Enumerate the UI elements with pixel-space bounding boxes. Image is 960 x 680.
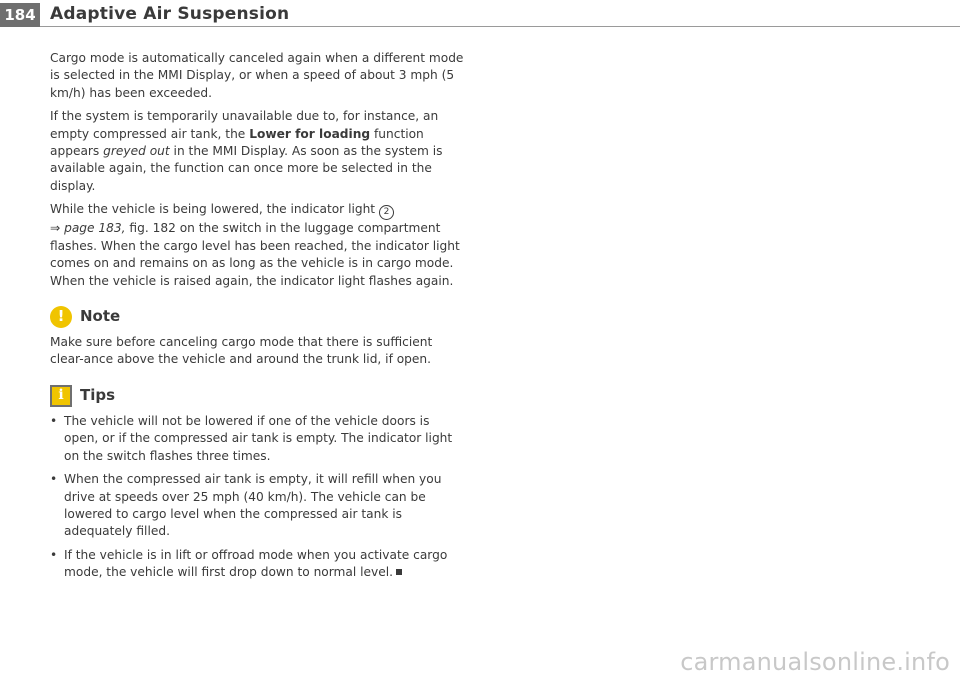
page-content (50, 50, 466, 588)
info-icon: i (50, 385, 72, 407)
note-heading (50, 306, 466, 328)
end-of-section-icon (396, 569, 402, 575)
tips-heading (50, 385, 466, 407)
tip-text-content: If the vehicle is in lift or offroad mode when you activate cargo mode, the vehicle will first drop down to normal level. (64, 547, 448, 580)
list-item (50, 471, 466, 541)
bullet-icon: • (50, 547, 58, 562)
bullet-icon: • (50, 413, 58, 428)
note-title: Note (80, 307, 121, 326)
paragraph-text: function appears (50, 126, 424, 159)
function-name: Lower for loading (249, 126, 371, 141)
paragraph-cargo-cancel: Cargo mode is automatically canceled again when a different mode is selected in the MMI Display, or when a speed of about 3 mph (5 km/h) has been exceeded. (50, 51, 464, 100)
header-divider (40, 26, 960, 27)
greyed-out-text: greyed out (103, 144, 170, 159)
tip-text: The vehicle will not be lowered if one of the vehicle doors is open, or if the compressed air tank is empty. The indicator light on the switch flashes three times. (64, 413, 453, 463)
bullet-icon: • (50, 472, 58, 487)
note-text: Make sure before canceling cargo mode that there is sufficient clear-ance above the vehicle and around the trunk lid, if open. (50, 335, 433, 367)
list-item (50, 413, 466, 465)
page-title: Adaptive Air Suspension (50, 4, 290, 24)
list-item (50, 547, 466, 582)
paragraph-text: If the system is temporarily unavailable due to, for instance, an empty compressed air tank, the (50, 109, 439, 141)
tip-text: When the compressed air tank is empty, it will refill when you drive at speeds over 25 mph (40 km/h). The vehicle can be lowered to cargo level when the compressed air tank is adequately filled. (64, 472, 442, 539)
warning-icon: ! (50, 306, 72, 328)
paragraph-text: in the MMI Display. As soon as the system is available again, the function can once more be selected in the display. (50, 144, 443, 193)
paragraph-indicator-light (50, 201, 466, 290)
paragraph-unavailable (50, 108, 466, 195)
callout-number: 2 (379, 205, 394, 220)
tips-title: Tips (80, 386, 116, 405)
paragraph-text: While the vehicle is being lowered, the indicator light (50, 202, 379, 217)
page-reference-link[interactable]: ⇒ page 183, (50, 221, 126, 236)
watermark: carmanualsonline.info (680, 648, 950, 676)
paragraph-text: fig. 182 on the switch in the luggage compartment flashes. When the cargo level has been reached, the indicator light comes on and remains on as long as the vehicle is in cargo mode. When the vehicle is raised again, the indicator light flashes again. (50, 221, 460, 288)
page-number: 184 (0, 3, 40, 27)
tip-text (64, 547, 466, 582)
